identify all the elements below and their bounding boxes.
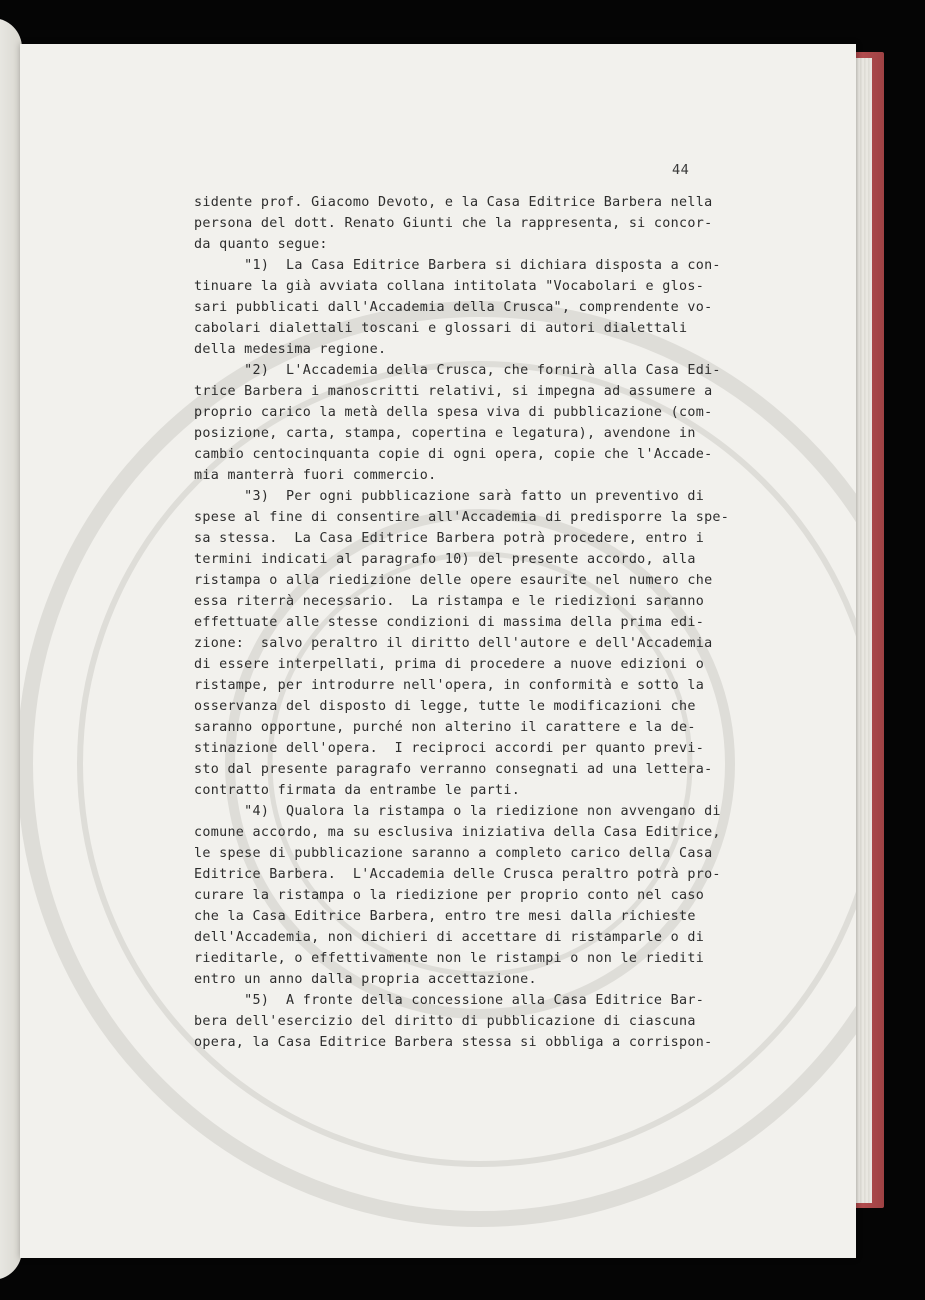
text-line: sidente prof. Giacomo Devoto, e la Casa Editrice Barbera nella: [194, 195, 713, 210]
text-line: curare la ristampa o la riedizione per proprio conto nel caso: [194, 888, 705, 903]
text-line: "5) A fronte della concessione alla Casa Editrice Bar-: [194, 993, 705, 1008]
text-line: cambio centocinquanta copie di ogni opera, copie che l'Accade-: [194, 447, 713, 462]
text-line: ristampa o alla riedizione delle opere esaurite nel numero che: [194, 573, 713, 588]
text-line: bera dell'esercizio del diritto di pubblicazione di ciascuna: [194, 1014, 696, 1029]
text-line: le spese di pubblicazione saranno a completo carico della Casa: [194, 846, 713, 861]
text-line: sto dal presente paragrafo verranno consegnati ad una lettera-: [194, 762, 713, 777]
text-line: Editrice Barbera. L'Accademia delle Crusca peraltro potrà pro-: [194, 867, 721, 882]
text-line: entro un anno dalla propria accettazione.: [194, 972, 537, 987]
text-line: "1) La Casa Editrice Barbera si dichiara disposta a con-: [194, 258, 721, 273]
text-line: osservanza del disposto di legge, tutte le modificazioni che: [194, 699, 696, 714]
text-line: saranno opportune, purché non alterino il carattere e la de-: [194, 720, 696, 735]
text-line: rieditarle, o effettivamente non le ristampi o non le riediti: [194, 951, 705, 966]
text-line: trice Barbera i manoscritti relativi, si impegna ad assumere a: [194, 384, 713, 399]
text-line: posizione, carta, stampa, copertina e legatura), avendone in: [194, 426, 696, 441]
text-line: "4) Qualora la ristampa o la riedizione non avvengano di: [194, 804, 721, 819]
text-line: essa riterrà necessario. La ristampa e le riedizioni saranno: [194, 594, 705, 609]
text-line: "2) L'Accademia della Crusca, che fornirà alla Casa Edi-: [194, 363, 721, 378]
text-line: che la Casa Editrice Barbera, entro tre mesi dalla richieste: [194, 909, 696, 924]
text-line: ristampe, per introdurre nell'opera, in conformità e sotto la: [194, 678, 705, 693]
text-line: cabolari dialettali toscani e glossari di autori dialettali: [194, 321, 688, 336]
text-line: "3) Per ogni pubblicazione sarà fatto un preventivo di: [194, 489, 705, 504]
text-line: contratto firmata da entrambe le parti.: [194, 783, 521, 798]
previous-page-edge: [0, 18, 22, 1280]
document-page: [20, 44, 856, 1258]
text-line: comune accordo, ma su esclusiva iniziativa della Casa Editrice,: [194, 825, 721, 840]
text-line: zione: salvo peraltro il diritto dell'autore e dell'Accademia: [194, 636, 713, 651]
text-line: termini indicati al paragrafo 10) del presente accordo, alla: [194, 552, 696, 567]
text-line: effettuate alle stesse condizioni di massima della prima edi-: [194, 615, 705, 630]
text-line: proprio carico la metà della spesa viva di pubblicazione (com-: [194, 405, 713, 420]
document-body: [194, 192, 784, 1053]
text-line: tinuare la già avviata collana intitolata "Vocabolari e glos-: [194, 279, 705, 294]
text-line: da quanto segue:: [194, 237, 328, 252]
text-line: sari pubblicati dall'Accademia della Crusca", comprendente vo-: [194, 300, 713, 315]
text-line: stinazione dell'opera. I reciproci accordi per quanto previ-: [194, 741, 705, 756]
text-line: spese al fine di consentire all'Accademia di predisporre la spe-: [194, 510, 730, 525]
text-line: della medesima regione.: [194, 342, 387, 357]
page-number: 44: [672, 162, 690, 178]
text-line: persona del dott. Renato Giunti che la rappresenta, si concor-: [194, 216, 713, 231]
text-line: dell'Accademia, non dichieri di accettare di ristamparle o di: [194, 930, 705, 945]
text-line: mia manterrà fuori commercio.: [194, 468, 437, 483]
text-line: di essere interpellati, prima di procedere a nuove edizioni o: [194, 657, 705, 672]
text-line: opera, la Casa Editrice Barbera stessa si obbliga a corrispon-: [194, 1035, 713, 1050]
text-line: sa stessa. La Casa Editrice Barbera potrà procedere, entro i: [194, 531, 705, 546]
